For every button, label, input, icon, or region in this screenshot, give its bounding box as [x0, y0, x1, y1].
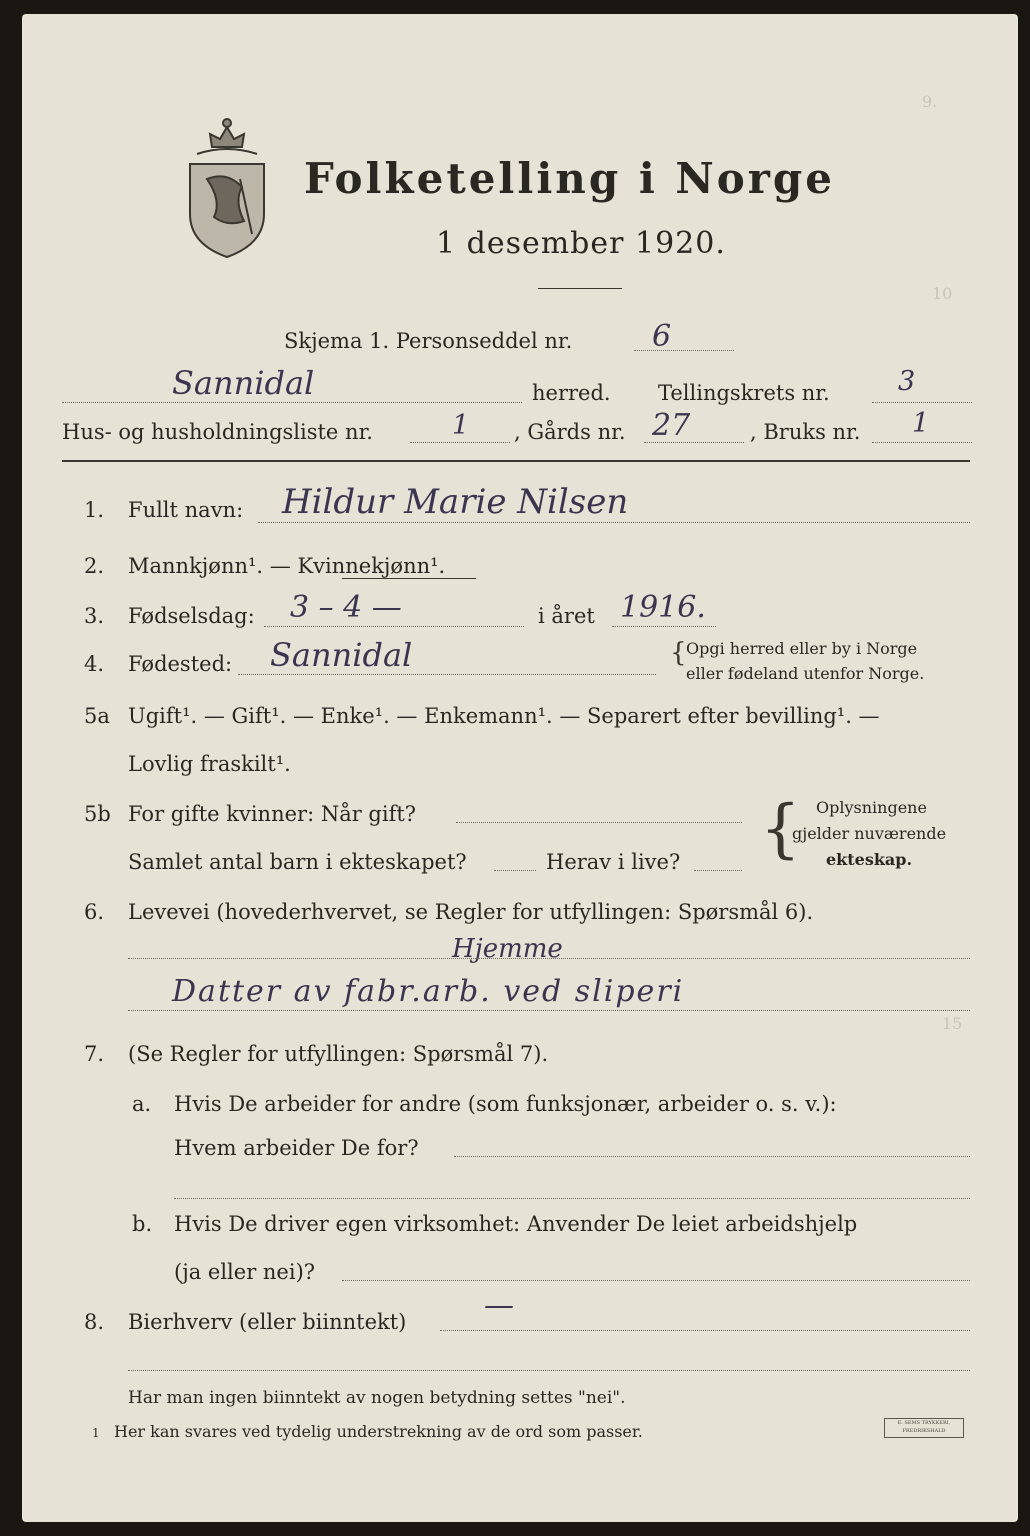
q5a-line-2: Lovlig fraskilt¹.: [128, 752, 291, 776]
q4-note-2: eller fødeland utenfor Norge.: [686, 664, 925, 683]
gards-value: 27: [652, 408, 691, 443]
q2-label: Mannkjønn¹. — Kvinnekjønn¹.: [128, 554, 446, 578]
q1-value: Hildur Marie Nilsen: [282, 482, 629, 522]
q5b-when-line: [456, 822, 742, 823]
herred-label: herred.: [532, 381, 611, 405]
q5b-note-1: Oplysningene: [816, 798, 927, 817]
tellingskrets-value: 3: [898, 366, 916, 397]
show-through-text: 10: [932, 284, 953, 303]
q4-note-1: Opgi herred eller by i Norge: [686, 639, 918, 658]
gards-label: , Gårds nr.: [514, 420, 626, 444]
q6-label: Levevei (hovederhvervet, se Regler for utfyllingen: Spørsmål 6).: [128, 900, 814, 924]
q5b-note-2: gjelder nuværende: [792, 824, 947, 843]
q3-line: [264, 626, 524, 627]
form-date: 1 desember 1920.: [436, 226, 726, 261]
footnote-mark: 1: [92, 1426, 100, 1440]
bruks-label: , Bruks nr.: [750, 420, 861, 444]
q8-line: [440, 1330, 970, 1331]
q7b-line-1: Hvis De driver egen virksomhet: Anvender De leiet arbeidshjelp: [174, 1212, 858, 1236]
no-income-note: Har man ingen biinntekt av nogen betydning settes "nei".: [128, 1388, 626, 1408]
q7a-line-2: Hvem arbeider De for?: [174, 1136, 419, 1160]
printer-stamp: E. SEMS TRYKKERI, FREDRIKSHALD: [884, 1418, 964, 1438]
q8-label: Bierhverv (eller biinntekt): [128, 1310, 407, 1334]
personseddel-value: 6: [652, 319, 672, 354]
q5a-line-1: Ugift¹. — Gift¹. — Enke¹. — Enkemann¹. — Separert efter bevilling¹. —: [128, 704, 880, 728]
q7b-line: [342, 1280, 970, 1281]
q1-number: 1.: [84, 498, 105, 522]
q5b-children-line: [494, 870, 536, 871]
q6-value-2: Datter av fabr.arb. ved sliperi: [172, 974, 685, 1009]
q5b-line-2: Samlet antal barn i ekteskapet?: [128, 850, 467, 874]
bruks-line: [872, 442, 972, 443]
q5b-line-2b: Herav i live?: [546, 850, 681, 874]
footnote-text: Her kan svares ved tydelig understrekning av de ord som passer.: [114, 1422, 643, 1441]
q4-brace-icon: {: [670, 638, 687, 668]
q7b-line-2: (ja eller nei)?: [174, 1260, 316, 1284]
q5b-number: 5b: [84, 802, 111, 826]
q8-number: 8.: [84, 1310, 105, 1334]
census-form: [22, 14, 1018, 1522]
q8-value: —: [484, 1288, 514, 1323]
tellingskrets-label: Tellingskrets nr.: [658, 381, 830, 405]
q6-line-1: [128, 958, 970, 959]
bruks-value: 1: [912, 408, 930, 439]
q8-line-2: [128, 1370, 970, 1371]
husholdningsliste-line: [410, 442, 510, 443]
q4-line: [238, 674, 656, 675]
q7-label: (Se Regler for utfyllingen: Spørsmål 7).: [128, 1042, 549, 1066]
q3-number: 3.: [84, 604, 105, 628]
herred-value: Sannidal: [172, 364, 315, 402]
show-through-text: 9.: [922, 92, 938, 111]
q7-number: 7.: [84, 1042, 105, 1066]
form-title: Folketelling i Norge: [304, 154, 836, 203]
q3-year-line: [612, 626, 716, 627]
q7a-line-2-blank: [174, 1198, 970, 1199]
q4-value: Sannidal: [270, 636, 413, 674]
husholdningsliste-label: Hus- og husholdningsliste nr.: [62, 420, 373, 444]
q5b-brace-icon: {: [760, 792, 801, 866]
q5b-alive-line: [694, 870, 742, 871]
q1-label: Fullt navn:: [128, 498, 244, 522]
q2-underline: [342, 578, 476, 579]
q3-label: Fødselsdag:: [128, 604, 255, 628]
q4-label: Fødested:: [128, 652, 233, 676]
q3-year-value: 1916.: [620, 590, 706, 625]
q6-line-2: [128, 1010, 970, 1011]
q2-number: 2.: [84, 554, 105, 578]
q1-line: [258, 522, 970, 523]
husholdningsliste-value: 1: [452, 410, 470, 441]
q7a-line: [454, 1156, 970, 1157]
q5a-number: 5a: [84, 704, 110, 728]
q7b-number: b.: [132, 1212, 153, 1236]
q5b-line-1: For gifte kvinner: Når gift?: [128, 802, 417, 826]
herred-line: [62, 402, 522, 403]
header-rule: [62, 460, 970, 462]
q7a-number: a.: [132, 1092, 152, 1116]
q3-value: 3 – 4 —: [290, 590, 402, 625]
q6-number: 6.: [84, 900, 105, 924]
tellingskrets-line: [872, 402, 972, 403]
skjema-label: Skjema 1. Personseddel nr.: [284, 329, 573, 353]
q6-value-1: Hjemme: [452, 934, 563, 964]
q5b-note-3: ekteskap.: [826, 850, 913, 869]
show-through-text: 15: [942, 1014, 963, 1033]
q3-year-label: i året: [538, 604, 595, 628]
q4-number: 4.: [84, 652, 105, 676]
coat-of-arms-icon: [182, 109, 272, 259]
personseddel-line: [634, 350, 734, 351]
q7a-line-1: Hvis De arbeider for andre (som funksjonær, arbeider o. s. v.):: [174, 1092, 837, 1116]
title-divider: [538, 288, 622, 289]
